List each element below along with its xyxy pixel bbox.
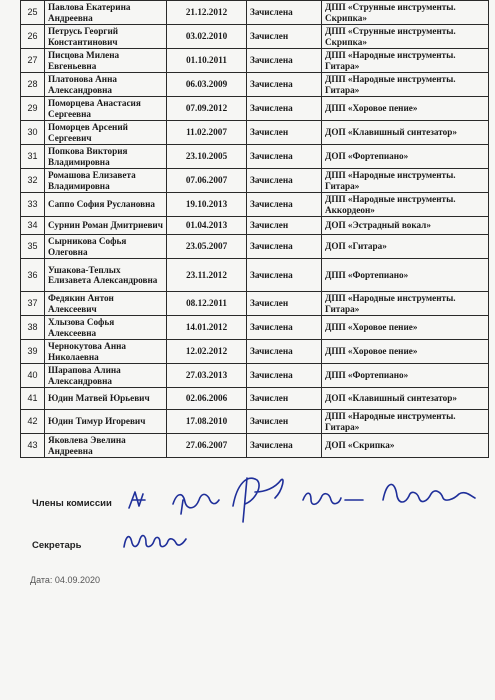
program-name: ДПП «Фортепиано» xyxy=(322,259,489,292)
birth-date: 03.02.2010 xyxy=(167,25,247,49)
student-name: Чернокутова Анна Николаевна xyxy=(45,340,167,364)
table-row xyxy=(21,292,489,316)
table-row xyxy=(21,217,489,235)
birth-date: 08.12.2011 xyxy=(167,292,247,316)
program-name: ДПП «Народные инструменты. Гитара» xyxy=(322,292,489,316)
signature-2 xyxy=(173,494,219,514)
program-name: ДПП «Струнные инструменты. Скрипка» xyxy=(322,25,489,49)
birth-date: 23.10.2005 xyxy=(167,145,247,169)
student-name: Поморцев Арсений Сергеевич xyxy=(45,121,167,145)
program-name: ДПП «Хоровое пение» xyxy=(322,340,489,364)
enrollment-status: Зачислен xyxy=(247,292,322,316)
birth-date: 27.03.2013 xyxy=(167,364,247,388)
row-number: 27 xyxy=(21,49,45,73)
enrollment-status: Зачислена xyxy=(247,49,322,73)
signature-1 xyxy=(129,492,145,508)
enrollment-status: Зачислена xyxy=(247,169,322,193)
program-name: ДПП «Народные инструменты. Аккордеон» xyxy=(322,193,489,217)
enrollment-status: Зачислена xyxy=(247,340,322,364)
row-number: 43 xyxy=(21,434,45,458)
student-name: Сурнин Роман Дмитриевич xyxy=(45,217,167,235)
row-number: 33 xyxy=(21,193,45,217)
birth-date: 12.02.2012 xyxy=(167,340,247,364)
signature-3 xyxy=(233,478,283,522)
birth-date: 23.05.2007 xyxy=(167,235,247,259)
program-name: ДПП «Хоровое пение» xyxy=(322,316,489,340)
birth-date: 21.12.2012 xyxy=(167,1,247,25)
student-name: Платонова Анна Александровна xyxy=(45,73,167,97)
student-name: Хлызова Софья Алексеевна xyxy=(45,316,167,340)
birth-date: 19.10.2013 xyxy=(167,193,247,217)
table-row xyxy=(21,340,489,364)
table-row xyxy=(21,434,489,458)
commission-signatures xyxy=(125,470,485,530)
row-number: 25 xyxy=(21,1,45,25)
program-name: ДПП «Хоровое пение» xyxy=(322,97,489,121)
program-name: ДПП «Народные инструменты. Гитара» xyxy=(322,410,489,434)
table-row xyxy=(21,410,489,434)
student-name: Саппо София Руслановна xyxy=(45,193,167,217)
student-name: Яковлева Эвелина Андреевна xyxy=(45,434,167,458)
student-name: Шарапова Алина Александровна xyxy=(45,364,167,388)
signature-5 xyxy=(383,484,475,502)
table-row xyxy=(21,145,489,169)
program-name: ДПП «Фортепиано» xyxy=(322,364,489,388)
signature-4 xyxy=(303,493,363,504)
program-name: ДПП «Струнные инструменты. Скрипка» xyxy=(322,1,489,25)
enrollment-status: Зачислена xyxy=(247,1,322,25)
enrollment-status: Зачислен xyxy=(247,25,322,49)
row-number: 32 xyxy=(21,169,45,193)
row-number: 35 xyxy=(21,235,45,259)
row-number: 31 xyxy=(21,145,45,169)
enrollment-status: Зачислена xyxy=(247,364,322,388)
table-row xyxy=(21,235,489,259)
row-number: 42 xyxy=(21,410,45,434)
table-row xyxy=(21,25,489,49)
student-name: Ромашова Елизавета Владимировна xyxy=(45,169,167,193)
enrollment-status: Зачислена xyxy=(247,259,322,292)
row-number: 34 xyxy=(21,217,45,235)
student-name: Попкова Виктория Владимировна xyxy=(45,145,167,169)
table-row xyxy=(21,73,489,97)
table-row xyxy=(21,169,489,193)
enrollment-status: Зачислена xyxy=(247,73,322,97)
row-number: 38 xyxy=(21,316,45,340)
birth-date: 02.06.2006 xyxy=(167,388,247,410)
enrollment-status: Зачислена xyxy=(247,235,322,259)
table-row xyxy=(21,259,489,292)
row-number: 40 xyxy=(21,364,45,388)
program-name: ДОП «Гитара» xyxy=(322,235,489,259)
secretary-signature xyxy=(120,525,190,555)
program-name: ДОП «Фортепиано» xyxy=(322,145,489,169)
program-name: ДОП «Эстрадный вокал» xyxy=(322,217,489,235)
student-name: Юдин Тимур Игоревич xyxy=(45,410,167,434)
birth-date: 07.06.2007 xyxy=(167,169,247,193)
secretary-label: Секретарь xyxy=(32,540,82,551)
row-number: 36 xyxy=(21,259,45,292)
birth-date: 23.11.2012 xyxy=(167,259,247,292)
program-name: ДПП «Народные инструменты. Гитара» xyxy=(322,73,489,97)
row-number: 37 xyxy=(21,292,45,316)
enrollment-table xyxy=(20,0,489,458)
document-date: Дата: 04.09.2020 xyxy=(30,575,100,585)
enrollment-status: Зачислена xyxy=(247,145,322,169)
birth-date: 01.10.2011 xyxy=(167,49,247,73)
student-name: Писцова Милена Евгеньевна xyxy=(45,49,167,73)
table-row xyxy=(21,49,489,73)
table-row xyxy=(21,316,489,340)
student-name: Ушакова-Теплых Елизавета Александровна xyxy=(45,259,167,292)
birth-date: 11.02.2007 xyxy=(167,121,247,145)
row-number: 26 xyxy=(21,25,45,49)
enrollment-status: Зачислен xyxy=(247,217,322,235)
birth-date: 17.08.2010 xyxy=(167,410,247,434)
birth-date: 01.04.2013 xyxy=(167,217,247,235)
enrollment-table-body xyxy=(21,1,489,458)
row-number: 28 xyxy=(21,73,45,97)
student-name: Петрусь Георгий Константинович xyxy=(45,25,167,49)
enrollment-status: Зачислен xyxy=(247,410,322,434)
program-name: ДОП «Скрипка» xyxy=(322,434,489,458)
row-number: 30 xyxy=(21,121,45,145)
commission-label: Члены комиссии xyxy=(32,498,112,509)
row-number: 41 xyxy=(21,388,45,410)
enrollment-status: Зачислена xyxy=(247,316,322,340)
table-row xyxy=(21,1,489,25)
student-name: Федякин Антон Алексеевич xyxy=(45,292,167,316)
row-number: 39 xyxy=(21,340,45,364)
enrollment-status: Зачислена xyxy=(247,97,322,121)
birth-date: 07.09.2012 xyxy=(167,97,247,121)
program-name: ДПП «Народные инструменты. Гитара» xyxy=(322,49,489,73)
table-row xyxy=(21,364,489,388)
program-name: ДПП «Народные инструменты. Гитара» xyxy=(322,169,489,193)
birth-date: 27.06.2007 xyxy=(167,434,247,458)
enrollment-status: Зачислена xyxy=(247,434,322,458)
enrollment-status: Зачислена xyxy=(247,193,322,217)
program-name: ДОП «Клавишный синтезатор» xyxy=(322,388,489,410)
enrollment-status: Зачислен xyxy=(247,121,322,145)
row-number: 29 xyxy=(21,97,45,121)
student-name: Поморцева Анастасия Сергеевна xyxy=(45,97,167,121)
birth-date: 14.01.2012 xyxy=(167,316,247,340)
enrollment-status: Зачислен xyxy=(247,388,322,410)
table-row xyxy=(21,388,489,410)
table-row xyxy=(21,97,489,121)
student-name: Павлова Екатерина Андреевна xyxy=(45,1,167,25)
table-row xyxy=(21,121,489,145)
birth-date: 06.03.2009 xyxy=(167,73,247,97)
program-name: ДОП «Клавишный синтезатор» xyxy=(322,121,489,145)
table-row xyxy=(21,193,489,217)
student-name: Юдин Матвей Юрьевич xyxy=(45,388,167,410)
student-name: Сырникова Софья Олеговна xyxy=(45,235,167,259)
